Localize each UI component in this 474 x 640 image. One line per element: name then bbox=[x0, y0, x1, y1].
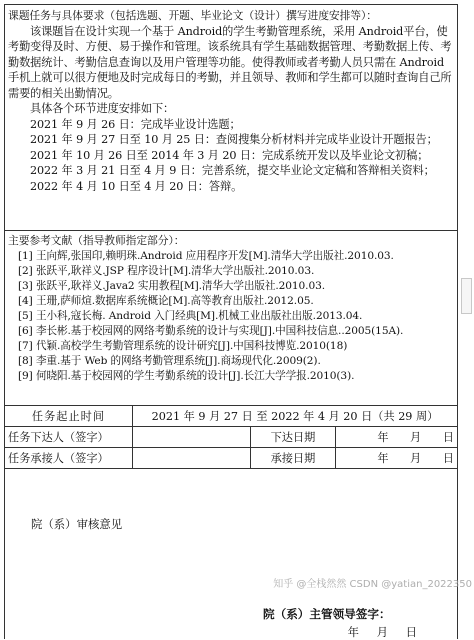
task-section bbox=[5, 5, 458, 231]
approval-signature-label: 院（系）主管领导签字： bbox=[263, 607, 391, 621]
schedule-item: 2021 年 9 月 26 日：完成毕业设计选题； bbox=[30, 117, 241, 131]
approval-date: 年 月 日 bbox=[347, 625, 417, 639]
issue-date-label: 下达日期 bbox=[251, 427, 336, 448]
reference-list bbox=[8, 249, 454, 385]
reference-item: [3] 张跃平,耿祥义.Java2 实用教程[M].清华大学出版社.2010.03. bbox=[18, 279, 325, 292]
reference-item: [2] 张跃平,耿祥义.JSP 程序设计[M].清华大学出版社.2010.03. bbox=[18, 264, 315, 277]
schedule-item: 2021 年 9 月 27 日至 10 月 25 日：查阅搜集分析材料并完成毕业设计开题报告； bbox=[30, 133, 438, 146]
approval-row bbox=[5, 469, 458, 640]
receive-date-field[interactable]: 年 月 日 bbox=[336, 448, 458, 469]
issuer-row bbox=[5, 427, 458, 448]
reference-item: [8] 李重.基于 Web 的网络考勤管理系统[J].商场现代化.2009(2). bbox=[18, 355, 321, 368]
approval-section bbox=[5, 469, 458, 640]
reference-item: [5] 王小科,寇长梅. Android 入门经典[M].机械工业出版社出版.2013.04. bbox=[18, 309, 363, 322]
task-intro: 该课题旨在设计实现一个基于 Android的学生考勤管理系统，采用 Android平台，使考勤变得及时、方便、易于操作和管理。该系统具有学生基础数据管理、考勤数据上传、考勤数据统计、考勤信息查询以及用户管理等功能。使得教师或者考勤人员只需在 Android手机上就可以很方便地及时完成每日的考勤，并且领导、教师和学生都可以随时查询自己所需要的相关出勤情况。 bbox=[8, 24, 452, 100]
schedule-item: 2022 年 4 月 10 日至 4 月 20 日：答辩。 bbox=[30, 179, 243, 193]
receive-date-label: 承接日期 bbox=[251, 448, 336, 469]
references-section bbox=[5, 231, 458, 406]
period-row bbox=[5, 406, 458, 427]
schedule-item: 2021 年 10 月 26 日至 2014 年 3 月 20 日：完成系统开发以及毕业论文初稿； bbox=[30, 148, 429, 162]
issuer-label: 任务下达人（签字） bbox=[5, 427, 133, 448]
reference-item: [7] 代颖.高校学生考勤管理系统的设计研究[J].中国科技博览.2010(18) bbox=[18, 340, 348, 353]
task-heading: 课题任务与具体要求（包括选题、开题、毕业论文（设计）撰写进度安排等）： bbox=[8, 9, 377, 22]
task-section-row bbox=[5, 5, 458, 231]
period-label: 任务起止时间 bbox=[5, 406, 133, 427]
references-heading: 主要参考文献（指导教师指定部分）： bbox=[8, 234, 185, 247]
issuer-signature-field[interactable] bbox=[133, 427, 251, 448]
reference-item: [4] 王珊,萨师煊.数据库系统概论[M].高等教育出版社.2012.05. bbox=[18, 294, 314, 307]
reference-item: [6] 李长彬.基于校园网的网络考勤系统的设计与实现[J].中国科技信息..2005(15A). bbox=[18, 324, 404, 337]
approval-label: 院（系）审核意见 bbox=[31, 517, 123, 531]
receiver-signature-field[interactable] bbox=[133, 448, 251, 469]
watermark: 知乎 @全栈然然 CSDN @yatian_2022350 bbox=[273, 579, 472, 590]
receiver-label: 任务承接人（签字） bbox=[5, 448, 133, 469]
schedule-title: 具体各个环节进度安排如下： bbox=[30, 102, 175, 115]
period-value: 2021 年 9 月 27 日 至 2022 年 4 月 20 日（共 29 周） bbox=[133, 406, 458, 427]
issue-date-field[interactable]: 年 月 日 bbox=[336, 427, 458, 448]
task-table bbox=[4, 4, 458, 639]
side-scroll-handle[interactable] bbox=[461, 278, 472, 314]
references-section-row bbox=[5, 231, 458, 406]
schedule-item: 2022 年 3 月 21 日至 4 月 9 日：完善系统，提交毕业论文定稿和答辩相关资料； bbox=[30, 164, 435, 177]
receiver-row bbox=[5, 448, 458, 469]
reference-item: [9] 何晓阳.基于校园网的学生考勤系统的设计[J].长江大学学报.2010(3). bbox=[18, 370, 355, 383]
reference-item: [1] 王向辉,张国印,赖明珠.Android 应用程序开发[M].清华大学出版社.2010.03. bbox=[18, 249, 394, 262]
task-document bbox=[4, 4, 457, 639]
